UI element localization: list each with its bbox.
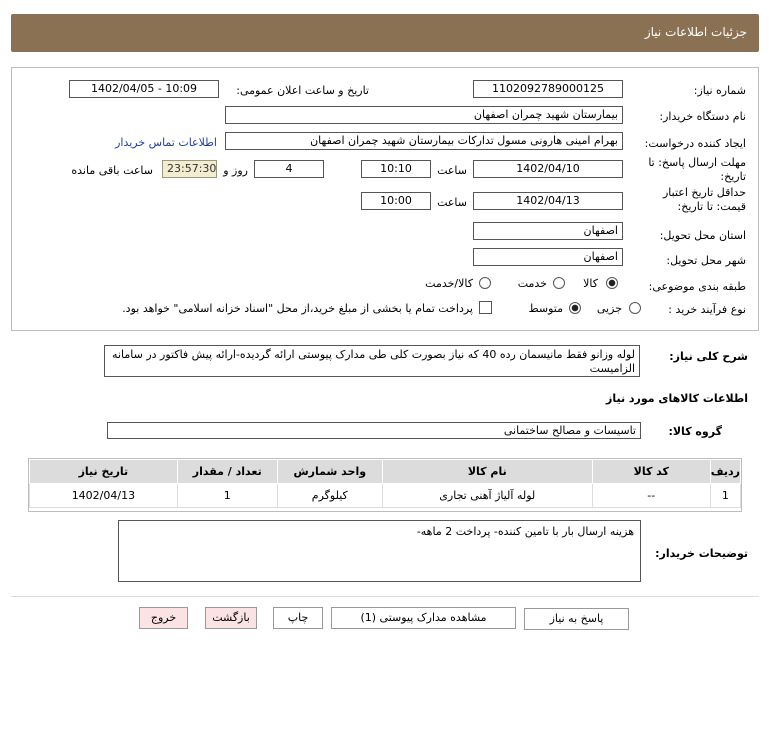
category-goods-radio[interactable]	[606, 277, 618, 289]
validity-time-label: ساعت	[437, 196, 467, 209]
col-need-date: تاریخ نیاز	[30, 460, 178, 484]
print-button[interactable]: چاپ	[273, 607, 323, 629]
category-goods-service-label: کالا/خدمت	[425, 277, 473, 290]
cell-unit: کیلوگرم	[277, 484, 382, 508]
page-title: جزئیات اطلاعات نیاز	[644, 25, 747, 39]
purchase-type-label: نوع فرآیند خرید :	[668, 303, 746, 316]
treasury-payment-checkbox[interactable]	[479, 301, 492, 314]
buyer-notes-label: توضیحات خریدار:	[655, 547, 748, 560]
category-label: طبقه بندی موضوعی:	[648, 280, 746, 293]
col-goods-code: کد کالا	[592, 460, 710, 484]
need-description-text: لوله وزانو فقط مانیسمان رده 40 كه نیاز بصورت كلی طی مدارک پیوستی ارائه گردیده-ارائه پیش فاكتور در سامانه الزامیست	[104, 345, 640, 377]
deadline-time-field: 10:10	[361, 160, 431, 178]
category-service-label: خدمت	[517, 277, 547, 290]
col-unit: واحد شمارش	[277, 460, 382, 484]
creator-field: بهرام امینی هارونی مسول تداركات بیمارستان شهید چمران اصفهان	[225, 132, 623, 150]
category-service-radio[interactable]	[553, 277, 565, 289]
city-field: اصفهان	[473, 248, 623, 266]
divider	[11, 596, 759, 597]
cell-need-date: 1402/04/13	[30, 484, 178, 508]
need-number-field: 1102092789000125	[473, 80, 623, 98]
contact-buyer-link[interactable]: اطلاعات تماس خریدار	[115, 136, 217, 149]
buyer-org-label: نام دستگاه خریدار:	[659, 110, 746, 123]
cell-goods-code: --	[592, 484, 710, 508]
cell-goods-name: لوله آلیاژ آهنی تجاری	[382, 484, 592, 508]
back-button[interactable]: بازگشت	[205, 607, 257, 629]
buyer-org-field: بیمارستان شهید چمران اصفهان	[225, 106, 623, 124]
cell-row-number: 1	[710, 484, 740, 508]
days-field: 4	[254, 160, 324, 178]
col-row-number: ردیف	[710, 460, 740, 484]
exit-button[interactable]: خروج	[139, 607, 188, 629]
validity-time-field: 10:00	[361, 192, 431, 210]
goods-group-field: تاسیسات و مصالح ساختمانی	[107, 422, 641, 439]
goods-table	[28, 458, 742, 512]
reply-button[interactable]: پاسخ به نیاز	[524, 608, 629, 630]
purchase-medium-label: متوسط	[528, 302, 563, 315]
validity-date-field: 1402/04/13	[473, 192, 623, 210]
view-attachments-button[interactable]: مشاهده مدارک پیوستی (1)	[331, 607, 516, 629]
goods-group-label: گروه کالا:	[668, 425, 722, 438]
days-label: روز و	[223, 164, 248, 177]
deadline-date-field: 1402/04/10	[473, 160, 623, 178]
creator-label: ایجاد کننده درخواست:	[644, 137, 746, 150]
goods-info-title: اطلاعات کالاهای مورد نیاز	[606, 392, 748, 405]
col-quantity: تعداد / مقدار	[177, 460, 277, 484]
col-goods-name: نام کالا	[382, 460, 592, 484]
remaining-label: ساعت باقی مانده	[71, 164, 153, 177]
treasury-payment-note: پرداخت تمام یا بخشی از مبلغ خرید،از محل "اسناد خزانه اسلامی" خواهد بود.	[122, 302, 473, 315]
deadline-time-label: ساعت	[437, 164, 467, 177]
province-label: استان محل تحویل:	[659, 229, 746, 242]
validity-label: حداقل تاریخ اعتبار قیمت: تا تاریخ:	[662, 186, 746, 213]
need-description-label: شرح کلی نیاز:	[669, 350, 748, 363]
buyer-notes-text: هزینه ارسال بار با تامین كننده- پرداخت 2 ماهه-	[118, 520, 641, 582]
purchase-minor-label: جزیی	[596, 302, 622, 315]
header-bar	[11, 14, 759, 52]
city-label: شهر محل تحویل:	[666, 254, 746, 267]
purchase-minor-radio[interactable]	[629, 302, 641, 314]
deadline-label: مهلت ارسال پاسخ: تا تاریخ:	[648, 156, 746, 183]
cell-quantity: 1	[177, 484, 277, 508]
category-goods-label: کالا	[583, 277, 598, 290]
table-header-row	[30, 460, 741, 484]
table-row	[30, 484, 741, 508]
announce-label: تاریخ و ساعت اعلان عمومی:	[236, 84, 369, 97]
announce-field: 1402/04/05 - 10:09	[69, 80, 219, 98]
remaining-time-field: 23:57:30	[162, 160, 217, 178]
category-goods-service-radio[interactable]	[479, 277, 491, 289]
province-field: اصفهان	[473, 222, 623, 240]
purchase-medium-radio[interactable]	[569, 302, 581, 314]
need-number-label: شماره نیاز:	[693, 84, 746, 97]
